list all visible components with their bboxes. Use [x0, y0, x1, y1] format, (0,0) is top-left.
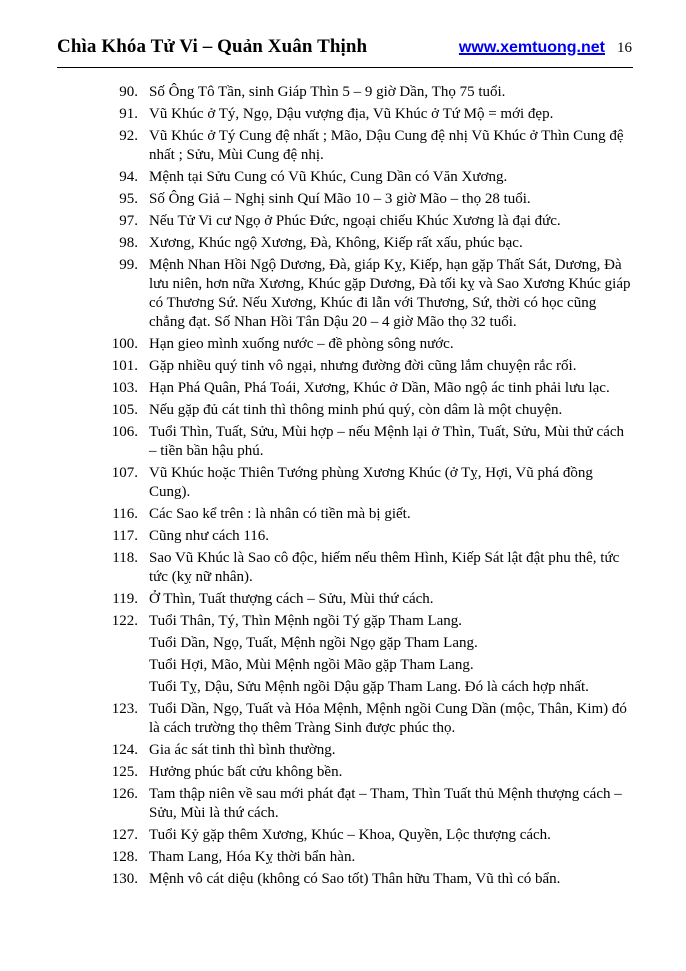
item-number: 91.	[119, 106, 138, 122]
item-number: 125.	[111, 764, 138, 780]
list-item	[57, 763, 632, 782]
item-number: 95.	[119, 191, 138, 207]
item-number: 92.	[119, 128, 138, 144]
item-number: 119.	[112, 591, 138, 607]
item-number: 106.	[111, 424, 138, 440]
header-divider	[57, 67, 633, 68]
item-text: Mệnh vô cát diệu (không có Sao tốt) Thân hữu Tham, Vũ thì có bẩn.	[149, 871, 561, 887]
list-item	[57, 234, 632, 253]
item-number: 118.	[112, 550, 138, 566]
list-item	[57, 527, 632, 546]
item-number: 127.	[111, 827, 138, 843]
list-item	[57, 105, 632, 124]
item-text: Gặp nhiều quý tinh vô ngại, nhưng đường đời cũng lắm chuyện rắc rối.	[149, 358, 577, 374]
item-number: 99.	[119, 257, 138, 273]
list-item	[57, 423, 632, 461]
item-text: Tham Lang, Hóa Kỵ thời bẩn hàn.	[149, 849, 356, 865]
item-text: Vũ Khúc hoặc Thiên Tướng phùng Xương Khúc (ở Tỵ, Hợi, Vũ phá đồng Cung).	[149, 465, 593, 500]
list-item	[57, 848, 632, 867]
list-item	[57, 83, 632, 102]
item-number: 124.	[111, 742, 138, 758]
item-text: Gia ác sát tinh thì bình thường.	[149, 742, 336, 758]
list-item	[57, 190, 632, 209]
list-item	[57, 401, 632, 420]
item-text: Vũ Khúc ở Tý, Ngọ, Dậu vượng địa, Vũ Khúc ở Tứ Mộ = mới đẹp.	[149, 106, 554, 122]
item-text: Tuổi Thân, Tý, Thìn Mệnh ngồi Tý gặp Tham Lang.	[149, 613, 463, 629]
header-right-group	[459, 39, 632, 57]
list-item	[57, 741, 632, 760]
page-header	[57, 36, 632, 58]
list-item	[57, 212, 632, 231]
item-text: Vũ Khúc ở Tý Cung đệ nhất ; Mão, Dậu Cung đệ nhị Vũ Khúc ở Thìn Cung đệ nhất ; Sửu, Mùi Cung đệ nhị.	[149, 128, 624, 163]
item-text: Mệnh tại Sửu Cung có Vũ Khúc, Cung Dần có Văn Xương.	[149, 169, 508, 185]
list-item	[57, 168, 632, 187]
list-item	[57, 464, 632, 502]
item-text: Các Sao kể trên : là nhân có tiền mà bị giết.	[149, 506, 411, 522]
item-text: Tuổi Thìn, Tuất, Sửu, Mùi hợp – nếu Mệnh lại ở Thìn, Tuất, Sửu, Mùi thử cách – tiền bần hậu phú.	[149, 424, 625, 459]
item-text: Hạn gieo mình xuống nước – đề phòng sông nước.	[149, 336, 454, 352]
item-text: Xương, Khúc ngộ Xương, Đà, Không, Kiếp rất xấu, phúc bạc.	[149, 235, 523, 251]
item-number: 128.	[111, 849, 138, 865]
list-item	[57, 335, 632, 354]
item-number: 107.	[111, 465, 138, 481]
list-item	[57, 590, 632, 609]
list-item	[57, 127, 632, 165]
item-number	[57, 678, 138, 697]
page-number: 16	[617, 40, 632, 56]
item-number: 97.	[119, 213, 138, 229]
item-text: Hưởng phúc bất cửu không bền.	[149, 764, 343, 780]
list-item	[57, 612, 632, 631]
item-number: 103.	[111, 380, 138, 396]
item-text: Hạn Phá Quân, Phá Toái, Xương, Khúc ở Dần, Mão ngộ ác tinh phải lưu lạc.	[149, 380, 610, 396]
item-text: Cũng như cách 116.	[149, 528, 270, 544]
item-text: Nếu Tử Vi cư Ngọ ở Phúc Đức, ngoại chiếu Khúc Xương là đại đức.	[149, 213, 561, 229]
item-text: Ở Thìn, Tuất thượng cách – Sửu, Mùi thứ cách.	[149, 591, 434, 607]
list-item	[57, 256, 632, 332]
item-text: Mệnh Nhan Hồi Ngộ Dương, Đà, giáp Kỵ, Kiếp, hạn gặp Thất Sát, Dương, Đà lưu niên, hơn nữa Xương, Khúc gặp Dương, Đà tối kỵ và Sao Xương Khúc giáp có Thương Sứ. Nếu Xương, Khúc đi lẫn với Thương, Sứ, thời có học cũng chẳng đạt. Số Nhan Hồi Tân Dậu 20 – 4 giờ Mão thọ 32 tuổi.	[149, 257, 631, 330]
list-item	[57, 379, 632, 398]
item-number	[57, 656, 138, 675]
item-text: Tuổi Dần, Ngọ, Tuất và Hỏa Mệnh, Mệnh ngồi Cung Dần (mộc, Thân, Kim) đó là cách trường thọ thêm Tràng Sinh được phúc thọ.	[149, 701, 627, 736]
item-number: 123.	[111, 701, 138, 717]
numbered-list	[57, 83, 632, 889]
list-item	[57, 826, 632, 845]
item-text: Số Ông Tô Tần, sinh Giáp Thìn 5 – 9 giờ Dần, Thọ 75 tuổi.	[149, 84, 506, 100]
item-text: Nếu gặp đủ cát tinh thì thông minh phú quý, còn dâm là một chuyện.	[149, 402, 563, 418]
list-item	[57, 634, 632, 653]
item-number: 116.	[112, 506, 138, 522]
item-text: Tuổi Kỷ gặp thêm Xương, Khúc – Khoa, Quyền, Lộc thượng cách.	[149, 827, 551, 843]
list-item	[57, 549, 632, 587]
item-number: 117.	[112, 528, 138, 544]
item-number: 122.	[111, 613, 138, 629]
item-text: Sao Vũ Khúc là Sao cô độc, hiếm nếu thêm Hình, Kiếp Sát lật đật phu thê, tức tức (kỵ nữ nhân).	[149, 550, 620, 585]
book-title: Chìa Khóa Tử Vi – Quản Xuân Thịnh	[57, 36, 368, 57]
list-item	[57, 870, 632, 889]
item-number: 100.	[111, 336, 138, 352]
item-text: Số Ông Giả – Nghị sinh Quí Mão 10 – 3 giờ Mão – thọ 28 tuổi.	[149, 191, 531, 207]
item-number: 105.	[111, 402, 138, 418]
website-link[interactable]: www.xemtuong.net	[458, 39, 605, 56]
list-item	[57, 785, 632, 823]
item-text: Tam thập niên về sau mới phát đạt – Tham, Thìn Tuất thủ Mệnh thượng cách – Sửu, Mùi là thứ cách.	[149, 786, 622, 821]
item-text: Tuổi Dần, Ngọ, Tuất, Mệnh ngồi Ngọ gặp Tham Lang.	[149, 635, 478, 651]
list-item	[57, 700, 632, 738]
list-item	[57, 505, 632, 524]
item-number: 130.	[111, 871, 138, 887]
list-item	[57, 357, 632, 376]
list-item	[57, 656, 632, 675]
item-number: 101.	[111, 358, 138, 374]
item-number: 94.	[119, 169, 138, 185]
item-number: 98.	[119, 235, 138, 251]
list-item	[57, 678, 632, 697]
item-number: 126.	[111, 786, 138, 802]
item-number	[57, 634, 138, 653]
item-number: 90.	[119, 84, 138, 100]
item-text: Tuổi Hợi, Mão, Mùi Mệnh ngồi Mão gặp Tham Lang.	[149, 657, 474, 673]
item-text: Tuổi Tỵ, Dậu, Sửu Mệnh ngồi Dậu gặp Tham Lang. Đó là cách hợp nhất.	[149, 679, 589, 695]
